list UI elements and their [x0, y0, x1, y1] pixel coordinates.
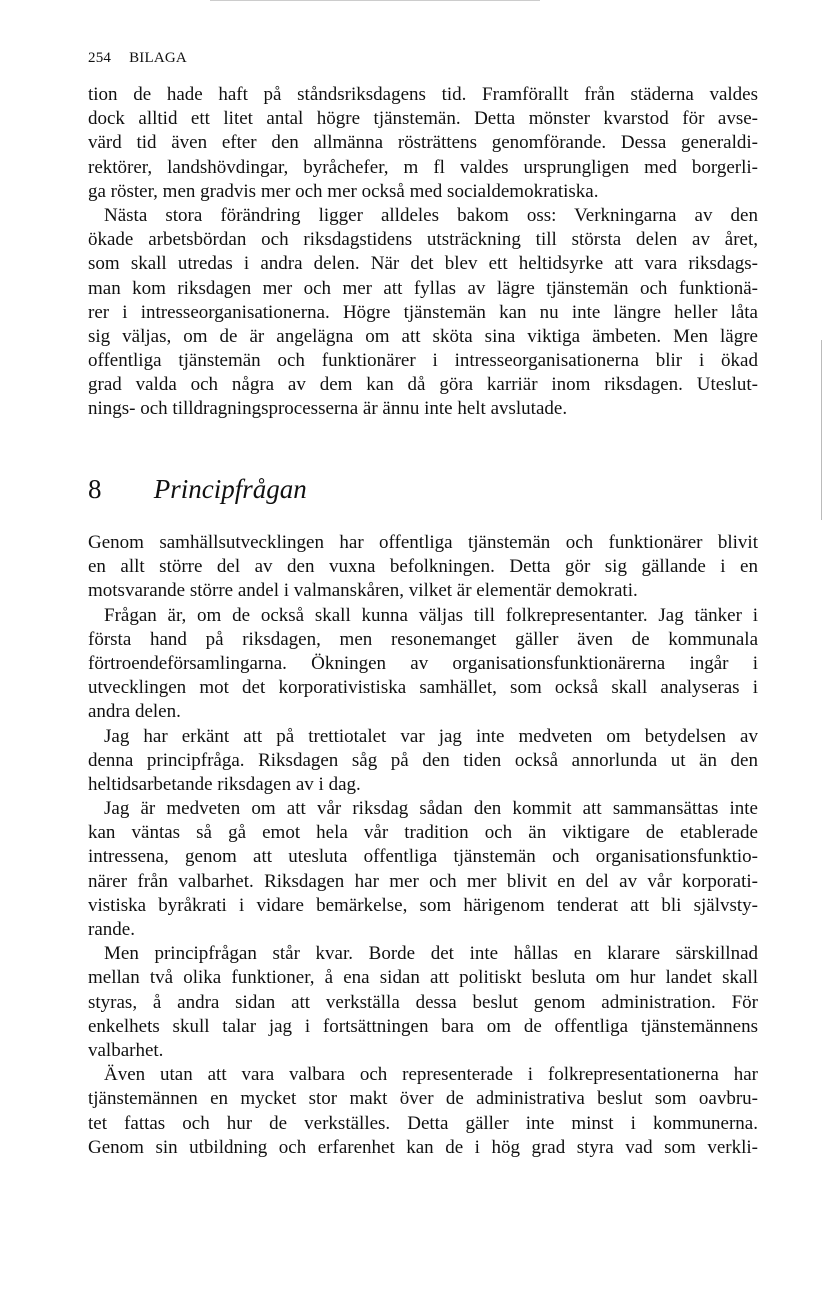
paragraph — [88, 1063, 758, 1160]
text-line: man kom riksdagen mer och mer att fyllas av lägre tjänstemän och funktionä- — [88, 277, 758, 299]
text-line: Men principfrågan står kvar. Borde det inte hållas en klarare särskillnad — [104, 943, 758, 965]
text-line: Genom samhällsutvecklingen har offentliga tjänstemän och funktionärer blivit — [88, 532, 758, 553]
text-line: Genom sin utbildning och erfarenhet kan de i hög grad styra vad som verkli- — [88, 1136, 758, 1158]
running-head — [88, 50, 187, 67]
body-text-continued — [88, 83, 758, 422]
scan-artifact-edge-line — [821, 340, 822, 520]
text-line: kan väntas så gå emot hela vår tradition och än viktigare de etablerade — [88, 822, 758, 844]
text-line: enkelhets skull talar jag i fortsättningen bara om de offentliga tjänstemännens — [88, 1015, 758, 1037]
text-line: värd tid även efter den allmänna rösträttens genomförande. Dessa generaldi- — [88, 132, 758, 154]
paragraph — [88, 942, 758, 1063]
text-line: Jag är medveten om att vår riksdag sådan den kommit att sammansättas inte — [104, 798, 758, 820]
text-line: grad valda och några av dem kan då göra karriär inom riksdagen. Uteslut- — [88, 374, 758, 396]
section-body-text — [88, 531, 758, 1160]
text-line: denna principfråga. Riksdagen såg på den tiden också annorlunda ut än den — [88, 749, 758, 771]
text-line: offentliga tjänstemän och funktionärer i intresseorganisationerna blir i ökad — [88, 350, 758, 372]
section-heading — [88, 474, 307, 505]
text-line: som skall utredas i andra delen. När det blev ett heltidsyrke att vara riksdags- — [88, 253, 758, 275]
text-line: Frågan är, om de också skall kunna väljas till folkrepresentanter. Jag tänker i — [104, 604, 758, 626]
text-line: styras, å andra sidan att verkställa dessa beslut genom administration. För — [88, 991, 758, 1013]
text-line: intressena, genom att utesluta offentliga tjänstemän och organisationsfunktio- — [88, 846, 758, 868]
paragraph — [88, 531, 758, 604]
text-line: dock alltid ett litet antal högre tjänstemän. Detta mönster kvarstod för avse- — [88, 108, 758, 130]
text-line: ökade arbetsbördan och riksdagstidens utsträckning till största delen av året, — [88, 229, 758, 251]
text-line: nings- och tilldragningsprocesserna är ännu inte helt avslutade. — [88, 398, 568, 420]
text-line: motsvarande större andel i valmanskåren, vilket är elementär demokrati. — [88, 580, 638, 602]
text-line: vistiska byråkrati i vidare bemärkelse, som härigenom tenderat att bli självsty- — [88, 894, 758, 916]
text-line: tet fattas och hur de verkställes. Detta gäller inte minst i kommunerna. — [88, 1112, 758, 1134]
text-line: närer från valbarhet. Riksdagen har mer och mer blivit en del av vår korporati- — [88, 870, 758, 892]
section-title: Principfrågan — [153, 474, 307, 504]
text-line: rande. — [88, 919, 135, 940]
paragraph — [88, 725, 758, 798]
text-line: utvecklingen mot det korporativistiska samhället, som också skall analyseras i — [88, 677, 758, 699]
text-line: ga röster, men gradvis mer och mer också med socialdemokratiska. — [88, 180, 599, 202]
text-line: mellan två olika funktioner, å ena sidan att politiskt besluta om hur landet skall — [88, 967, 758, 989]
section-number: 8 — [88, 474, 102, 504]
scan-artifact-top-line — [210, 0, 540, 1]
text-line: sig väljas, om de är angelägna om att sköta sina viktiga ämbeten. Men lägre — [88, 325, 758, 347]
text-line: valbarhet. — [88, 1039, 164, 1061]
paragraph — [88, 83, 758, 204]
text-line: Nästa stora förändring ligger alldeles bakom oss: Verkningarna av den — [104, 204, 758, 226]
text-line: en allt större del av den vuxna befolkningen. Detta gör sig gällande i en — [88, 556, 758, 578]
text-line: rektörer, landshövdingar, byråchefer, m fl valdes ursprungligen med borgerli- — [88, 156, 758, 178]
text-line: Jag har erkänt att på trettiotalet var jag inte medveten om betydelsen av — [104, 725, 758, 747]
text-line: tjänstemännen en mycket stor makt över de administrativa beslut som oavbru- — [88, 1088, 758, 1110]
paragraph — [88, 204, 758, 422]
text-line: första hand på riksdagen, men resonemanget gäller även de kommunala — [88, 628, 758, 650]
text-line: förtroendeförsamlingarna. Ökningen av organisationsfunktionärerna ingår i — [88, 652, 758, 674]
paragraph — [88, 604, 758, 725]
text-line: rer i intresseorganisationerna. Högre tjänstemän kan nu inte längre heller låta — [88, 301, 758, 323]
text-line: andra delen. — [88, 701, 181, 723]
text-line: Även utan att vara valbara och representerade i folkrepresentationerna har — [104, 1064, 758, 1086]
text-line: heltidsarbetande riksdagen av i dag. — [88, 773, 361, 795]
running-head-title: BILAGA — [129, 50, 187, 66]
paragraph — [88, 797, 758, 942]
text-line: tion de hade haft på ståndsriksdagens tid. Framförallt från städerna valdes — [88, 84, 758, 105]
page-number: 254 — [88, 50, 112, 66]
